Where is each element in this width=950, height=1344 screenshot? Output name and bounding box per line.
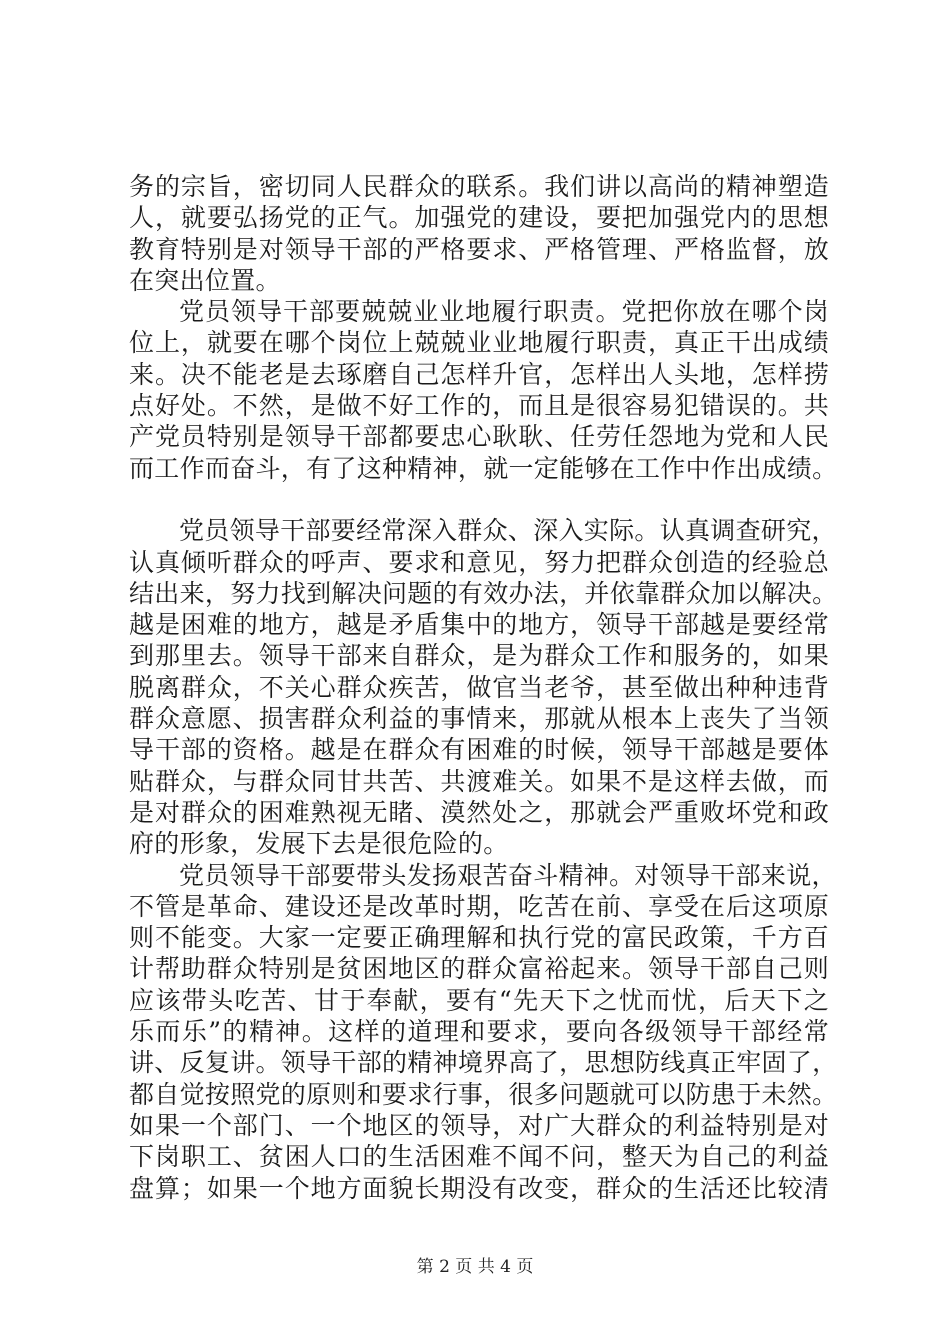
text-line: 导干部的资格。越是在群众有困难的时候，领导干部越是要体 [129, 735, 829, 765]
paragraph [129, 860, 838, 1204]
text-line: 下岗职工、贫困人口的生活困难不闻不问，整天为自己的利益 [129, 1142, 829, 1172]
text-line: 越是困难的地方，越是矛盾集中的地方，领导干部越是要经常 [129, 610, 829, 640]
paragraph [129, 515, 838, 859]
text-line: 党员领导干部要带头发扬艰苦奋斗精神。对领导干部来说， [179, 860, 837, 890]
text-line: 计帮助群众特别是贫困地区的群众富裕起来。领导干部自己则 [129, 954, 829, 984]
page-footer: 第 2 页 共 4 页 [416, 1257, 534, 1277]
text-line: 在突出位置。 [129, 265, 281, 295]
text-line: 产党员特别是领导干部都要忠心耿耿、任劳任怨地为党和人民 [129, 422, 829, 452]
text-line: 应该带头吃苦、甘于奉献，要有“先天下之忧而忧，后天下之 [129, 985, 829, 1015]
text-line: 党员领导干部要经常深入群众、深入实际。认真调查研究， [179, 516, 837, 546]
text-line: 脱离群众，不关心群众疾苦，做官当老爷，甚至做出种种违背 [129, 672, 829, 702]
text-line: 教育特别是对领导干部的严格要求、严格管理、严格监督，放 [129, 234, 829, 264]
paragraph [129, 171, 829, 296]
text-line: 如果一个部门、一个地区的领导，对广大群众的利益特别是对 [129, 1110, 829, 1140]
text-line: 结出来，努力找到解决问题的有效办法，并依靠群众加以解决。 [129, 578, 838, 608]
text-line: 点好处。不然，是做不好工作的，而且是很容易犯错误的。共 [129, 391, 829, 421]
text-line: 贴群众，与群众同甘共苦、共渡难关。如果不是这样去做，而 [129, 766, 829, 796]
text-line: 是对群众的困难熟视无睹、漠然处之，那就会严重败坏党和政 [129, 797, 829, 827]
text-line: 则不能变。大家一定要正确理解和执行党的富民政策，千方百 [129, 923, 829, 953]
text-line: 都自觉按照党的原则和要求行事，很多问题就可以防患于未然。 [129, 1079, 838, 1109]
text-line: 盘算；如果一个地方面貌长期没有改变，群众的生活还比较清 [129, 1173, 829, 1203]
text-line: 来。决不能老是去琢磨自己怎样升官，怎样出人头地，怎样捞 [129, 359, 829, 389]
paragraph [129, 296, 838, 484]
text-line: 群众意愿、损害群众利益的事情来，那就从根本上丧失了当领 [129, 704, 829, 734]
text-line: 党员领导干部要兢兢业业地履行职责。党把你放在哪个岗 [179, 297, 829, 327]
text-line: 人，就要弘扬党的正气。加强党的建设，要把加强党内的思想 [129, 203, 829, 233]
text-line: 不管是革命、建设还是改革时期，吃苦在前、享受在后这项原 [129, 891, 829, 921]
document-body [129, 171, 838, 1204]
text-line: 务的宗旨，密切同人民群众的联系。我们讲以高尚的精神塑造 [129, 172, 829, 201]
text-line: 到那里去。领导干部来自群众，是为群众工作和服务的，如果 [129, 641, 829, 671]
text-line: 认真倾听群众的呼声、要求和意见，努力把群众创造的经验总 [129, 547, 829, 577]
text-line: 而工作而奋斗，有了这种精神，就一定能够在工作中作出成绩。 [129, 453, 838, 483]
text-line: 讲、反复讲。领导干部的精神境界高了，思想防线真正牢固了， [129, 1048, 838, 1078]
text-line: 府的形象，发展下去是很危险的。 [129, 829, 509, 859]
text-line: 位上，就要在哪个岗位上兢兢业业地履行职责，真正干出成绩 [129, 328, 829, 358]
paragraph-gap [129, 484, 829, 515]
text-line: 乐而乐”的精神。这样的道理和要求，要向各级领导干部经常 [129, 1017, 829, 1047]
